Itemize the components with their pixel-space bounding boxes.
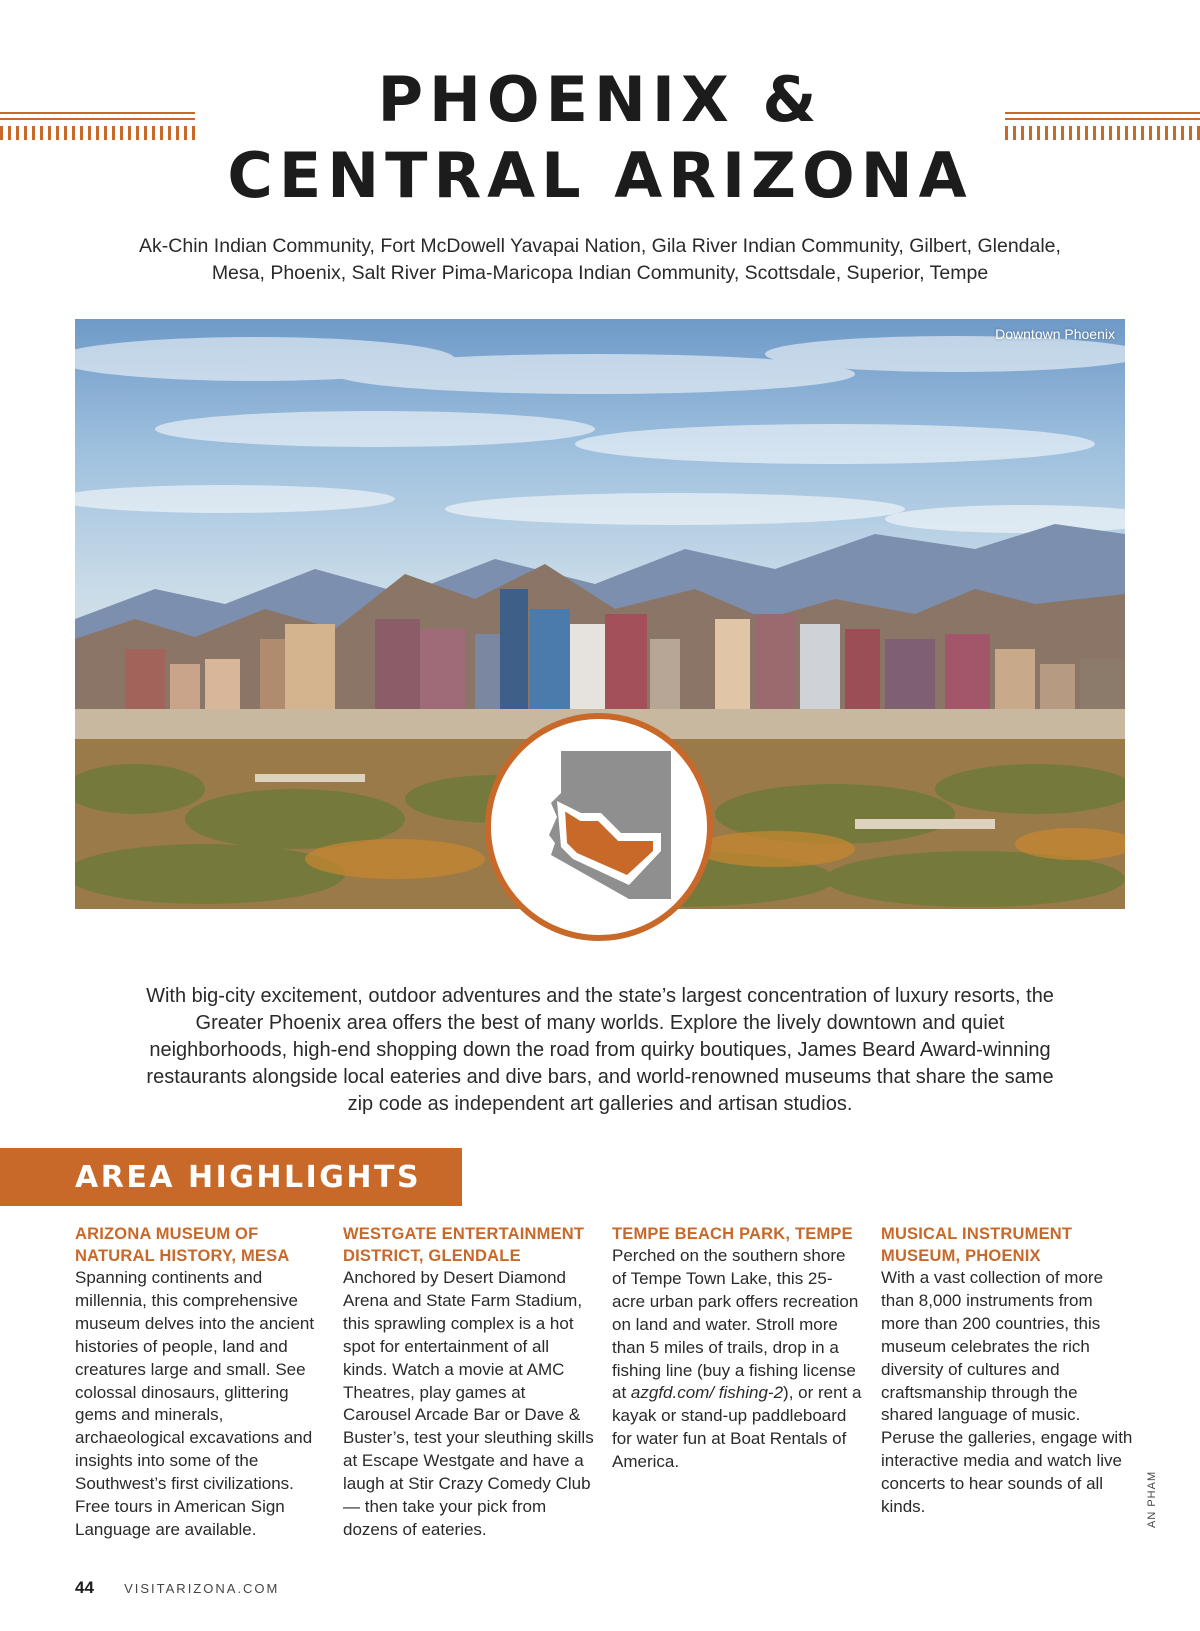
highlight-heading: TEMPE BEACH PARK, TEMPE bbox=[612, 1225, 853, 1243]
region-map-badge bbox=[485, 713, 713, 941]
communities-line-1: Ak-Chin Indian Community, Fort McDowell Yavapai Nation, Gila River Indian Community, Gilbert, Glendale, bbox=[139, 235, 1061, 257]
highlight-musical-instrument-museum bbox=[881, 1223, 1133, 1519]
highlight-westgate bbox=[343, 1223, 595, 1542]
highlight-heading: MUSICAL INSTRUMENT MUSEUM, PHOENIX bbox=[881, 1225, 1073, 1265]
section-title: AREA HIGHLIGHTS bbox=[75, 1160, 422, 1195]
section-header-band bbox=[0, 1148, 462, 1206]
highlight-body: Anchored by Desert Diamond Arena and State Farm Stadium, this sprawling complex is a hot spot for entertainment of all kinds. Watch a movie at AMC Theatres, play games at Carousel Arcade Bar or Dave & Buster’s, test your sleuthing skills at Escape Westgate and have a laugh at Stir Crazy Comedy Club — then take your pick from dozens of eateries. bbox=[343, 1268, 594, 1539]
page-footer bbox=[75, 1578, 279, 1598]
page-title bbox=[0, 62, 1200, 214]
highlight-body-part-1: Perched on the southern shore of Tempe Town Lake, this 25-acre urban park offers recreation on land and water. Stroll more than 5 miles of trails, drop in a fishing line (buy a fishing license at bbox=[612, 1246, 859, 1403]
highlight-body bbox=[612, 1245, 864, 1474]
highlight-body-part-2: ), or rent a kayak or stand-up paddleboard for water fun at Boat Rentals of America. bbox=[612, 1383, 862, 1472]
intro-paragraph: With big-city excitement, outdoor adventures and the state’s largest concentration of luxury resorts, the Greater Phoenix area offers the best of many worlds. Explore the lively downtown and quiet neighborhoods, high-end shopping down the road from quirky boutiques, James Beard Award-winning restaurants alongside local eateries and dive bars, and world-renowned museums that share the same zip code as independent art galleries and artisan studios. bbox=[146, 985, 1054, 1115]
photo-caption: Downtown Phoenix bbox=[995, 326, 1115, 342]
communities-line-2: Mesa, Phoenix, Salt River Pima-Maricopa Indian Community, Scottsdale, Superior, Tempe bbox=[211, 262, 989, 284]
highlight-tempe-beach-park bbox=[612, 1223, 864, 1474]
photo-credit: AN PHAM bbox=[1146, 1470, 1158, 1528]
highlight-body: Spanning continents and millennia, this comprehensive museum delves into the ancient histories of people, land and creatures large and small. See colossal dinosaurs, glittering gems and minerals, archaeological excavations and insights into some of the Southwest’s first civilizations. Free tours in American Sign Language are available. bbox=[75, 1268, 315, 1539]
page-title-line-2: CENTRAL ARIZONA bbox=[227, 139, 973, 212]
highlight-heading: ARIZONA MUSEUM OF NATURAL HISTORY, MESA bbox=[75, 1225, 290, 1265]
page-title-line-1: PHOENIX & bbox=[377, 63, 823, 136]
highlight-arizona-museum bbox=[75, 1223, 327, 1542]
highlight-heading: WESTGATE ENTERTAINMENT DISTRICT, GLENDALE bbox=[343, 1225, 585, 1265]
communities-list bbox=[100, 233, 1100, 287]
arizona-region-map-icon bbox=[521, 747, 677, 907]
page-number: 44 bbox=[75, 1578, 94, 1597]
fishing-license-link[interactable]: azgfd.com/ fishing-2 bbox=[630, 1383, 784, 1403]
footer-site-link[interactable]: VISITARIZONA.COM bbox=[124, 1581, 280, 1596]
highlight-body: With a vast collection of more than 8,000 instruments from more than 200 countries, this museum celebrates the rich diversity of cultures and craftsmanship through the shared language of music. Peruse the galleries, engage with interactive media and watch live concerts to hear sounds of all kinds. bbox=[881, 1268, 1133, 1517]
